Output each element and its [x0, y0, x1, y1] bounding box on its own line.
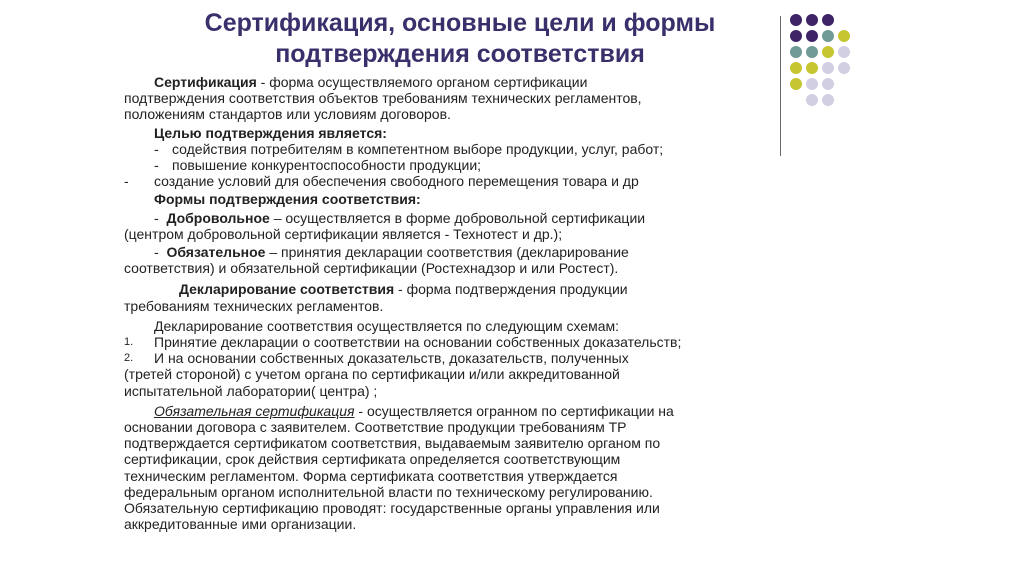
text-line: техническим регламентом. Форма сертификата соответствия утверждается [124, 467, 618, 484]
list-item [124, 141, 792, 157]
list-marker: - [154, 244, 159, 261]
list-marker: - [124, 173, 129, 190]
text-line: - форма подтверждения продукции [394, 281, 628, 298]
mandatory-certification [124, 403, 792, 419]
text-line: требованиям технических регламентов. [124, 297, 384, 314]
decorative-dot [806, 62, 818, 74]
decorative-dot [822, 46, 834, 58]
term-certification: Сертификация [154, 74, 257, 90]
decorative-dot [822, 94, 834, 106]
text-line: аккредитованные ими организации. [124, 516, 357, 533]
decorative-dot [838, 62, 850, 74]
decorative-dot [790, 14, 802, 26]
term-declaring: Декларирование соответствия [179, 281, 395, 298]
decorative-dot [822, 62, 834, 74]
text-line: федеральным органом исполнительной власти по техническому регулированию. [124, 483, 653, 500]
title-line-2: подтверждения соответствия [275, 40, 645, 68]
text-line: подтверждается сертификатом соответствия, выдаваемым заявителю органом по [124, 435, 661, 452]
list-number: 2. [124, 352, 134, 365]
list-marker: - [154, 157, 159, 174]
text-line: - осуществляется огранном по сертификации на [354, 402, 674, 419]
term-voluntary: Добровольное [166, 209, 270, 226]
mandatory-form [124, 244, 792, 260]
decorative-dot [822, 30, 834, 42]
text-line: подтверждения соответствия объектов требованиям технических регламентов, [124, 90, 642, 107]
mandatory-certification-body [124, 419, 792, 532]
text-line: Обязательную сертификацию проводят: государственные органы управления или [124, 500, 660, 517]
text-line: (центром добровольной сертификации является - Технотест и др.); [124, 225, 563, 242]
decorative-dot [790, 46, 802, 58]
list-number: 1. [124, 336, 134, 349]
text-line: - форма осуществляемого органом сертификации [256, 74, 588, 90]
title-line-1: Сертификация, основные цели и формы [204, 9, 716, 37]
list-item [124, 173, 792, 189]
decorative-dot [838, 46, 850, 58]
list-item [124, 157, 792, 173]
text-line: положениям стандартов или условиям договоров. [124, 106, 451, 123]
list-item-text: создание условий для обеспечения свободного перемещения товара и др [154, 173, 639, 190]
decorative-dot [806, 78, 818, 90]
decorative-dot [806, 30, 818, 42]
decorative-dot [790, 62, 802, 74]
list-marker: - [154, 209, 159, 226]
goal-heading: Целью подтверждения является: [154, 124, 387, 141]
text-line: основании договора с заявителем. Соответствие продукции требованиям ТР [124, 419, 627, 436]
text-line: (третей стороной) с учетом органа по сертификации и/или аккредитованной [124, 366, 620, 383]
list-item-text: содействия потребителям в компетентном выборе продукции, услуг, работ; [172, 140, 664, 157]
voluntary-form [124, 210, 792, 226]
text-line: – принятия декларации соответствия (декларирование [265, 244, 629, 261]
slide-body [124, 74, 792, 532]
decorative-dot [790, 30, 802, 42]
text-line: испытательной лаборатории( центра) ; [124, 382, 378, 399]
decorative-dot [822, 14, 834, 26]
decorative-dot [806, 14, 818, 26]
term-mandatory: Обязательное [166, 244, 266, 261]
schemes-intro: Декларирование соответствия осуществляется по следующим схемам: [154, 317, 620, 334]
text-line: – осуществляется в форме добровольной сертификации [269, 209, 646, 226]
decorative-dot [806, 94, 818, 106]
text-line: сертификации, срок действия сертификата определяется соответствующим [124, 451, 621, 468]
decorative-dot [838, 30, 850, 42]
list-item-text: Принятие декларации о соответствии на основании собственных доказательств; [154, 334, 682, 351]
decorative-dot [822, 78, 834, 90]
declaring-definition [124, 281, 792, 297]
slide-title [180, 8, 740, 70]
list-marker: - [154, 140, 159, 157]
list-item-text: повышение конкурентоспособности продукции; [172, 157, 482, 174]
list-item [124, 334, 792, 350]
forms-heading: Формы подтверждения соответствия: [154, 191, 421, 208]
text-line: соответствия) и обязательной сертификации (Ростехнадзор и или Ростест). [124, 260, 619, 277]
certification-definition [124, 74, 792, 90]
term-mandatory-certification: Обязательная сертификация [154, 402, 355, 419]
decorative-dot [806, 46, 818, 58]
list-item [124, 350, 792, 366]
list-item-text: И на основании собственных доказательств, доказательств, полученных [154, 350, 629, 367]
